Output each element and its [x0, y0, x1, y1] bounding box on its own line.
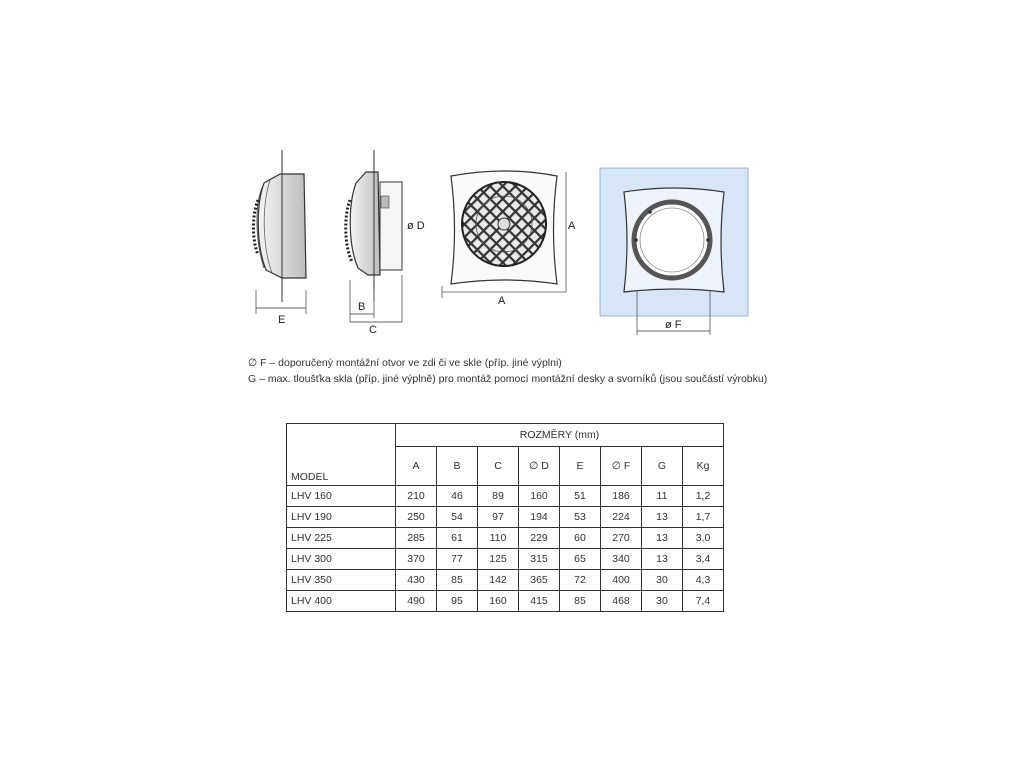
table-row — [287, 549, 724, 570]
value-cell: 110 — [478, 528, 519, 549]
model-header: MODEL — [287, 424, 396, 486]
notes — [248, 355, 767, 387]
value-cell: 415 — [519, 591, 560, 612]
value-cell: 250 — [396, 507, 437, 528]
side-view-e — [254, 150, 307, 326]
side-view-bcd — [346, 150, 425, 336]
table-row — [287, 486, 724, 507]
label-a-width: A — [498, 295, 506, 307]
value-cell: 46 — [437, 486, 478, 507]
value-cell: 340 — [601, 549, 642, 570]
value-cell: 72 — [560, 570, 601, 591]
value-cell: 468 — [601, 591, 642, 612]
value-cell: 7,4 — [683, 591, 724, 612]
mounting-view — [600, 168, 748, 335]
column-header: C — [478, 447, 519, 486]
technical-drawings — [0, 0, 1024, 350]
model-cell: LHV 225 — [287, 528, 396, 549]
value-cell: 54 — [437, 507, 478, 528]
model-cell: LHV 300 — [287, 549, 396, 570]
value-cell: 30 — [642, 591, 683, 612]
value-cell: 61 — [437, 528, 478, 549]
value-cell: 13 — [642, 549, 683, 570]
value-cell: 89 — [478, 486, 519, 507]
value-cell: 125 — [478, 549, 519, 570]
model-cell: LHV 400 — [287, 591, 396, 612]
value-cell: 53 — [560, 507, 601, 528]
value-cell: 60 — [560, 528, 601, 549]
label-b: B — [358, 301, 366, 313]
value-cell: 1,7 — [683, 507, 724, 528]
value-cell: 210 — [396, 486, 437, 507]
label-f: ø F — [665, 319, 682, 331]
model-cell: LHV 160 — [287, 486, 396, 507]
column-header: G — [642, 447, 683, 486]
value-cell: 186 — [601, 486, 642, 507]
value-cell: 224 — [601, 507, 642, 528]
value-cell: 1,2 — [683, 486, 724, 507]
value-cell: 160 — [519, 486, 560, 507]
value-cell: 85 — [437, 570, 478, 591]
column-header: A — [396, 447, 437, 486]
value-cell: 285 — [396, 528, 437, 549]
value-cell: 365 — [519, 570, 560, 591]
value-cell: 95 — [437, 591, 478, 612]
value-cell: 430 — [396, 570, 437, 591]
column-header: E — [560, 447, 601, 486]
value-cell: 13 — [642, 507, 683, 528]
note-g: G – max. tloušťka skla (příp. jiné výplně) pro montáž pomocí montážní desky a svorníků (jsou součástí výrobku) — [248, 373, 768, 385]
value-cell: 77 — [437, 549, 478, 570]
column-header: B — [437, 447, 478, 486]
value-cell: 65 — [560, 549, 601, 570]
front-view — [442, 171, 576, 307]
column-header: ∅ F — [601, 447, 642, 486]
value-cell: 3,4 — [683, 549, 724, 570]
table-row — [287, 528, 724, 549]
column-header: Kg — [683, 447, 724, 486]
model-cell: LHV 350 — [287, 570, 396, 591]
table-row — [287, 507, 724, 528]
value-cell: 370 — [396, 549, 437, 570]
value-cell: 400 — [601, 570, 642, 591]
label-c: C — [369, 324, 377, 336]
note-f: ∅ F – doporučený montážní otvor ve zdi či ve skle (příp. jiné výplni) — [248, 357, 562, 369]
label-a-height: A — [568, 220, 576, 232]
value-cell: 97 — [478, 507, 519, 528]
column-header: ∅ D — [519, 447, 560, 486]
table-body — [287, 486, 724, 612]
dimensions-table — [286, 423, 724, 612]
value-cell: 3,0 — [683, 528, 724, 549]
value-cell: 229 — [519, 528, 560, 549]
value-cell: 490 — [396, 591, 437, 612]
table-header-row — [287, 424, 724, 447]
value-cell: 51 — [560, 486, 601, 507]
table-row — [287, 570, 724, 591]
model-cell: LHV 190 — [287, 507, 396, 528]
value-cell: 315 — [519, 549, 560, 570]
value-cell: 142 — [478, 570, 519, 591]
label-e: E — [278, 314, 286, 326]
value-cell: 13 — [642, 528, 683, 549]
value-cell: 160 — [478, 591, 519, 612]
value-cell: 30 — [642, 570, 683, 591]
label-d: ø D — [407, 220, 425, 232]
value-cell: 194 — [519, 507, 560, 528]
value-cell: 4,3 — [683, 570, 724, 591]
value-cell: 270 — [601, 528, 642, 549]
value-cell: 85 — [560, 591, 601, 612]
dimensions-group-header: ROZMĚRY (mm) — [396, 424, 724, 447]
table-row — [287, 591, 724, 612]
value-cell: 11 — [642, 486, 683, 507]
